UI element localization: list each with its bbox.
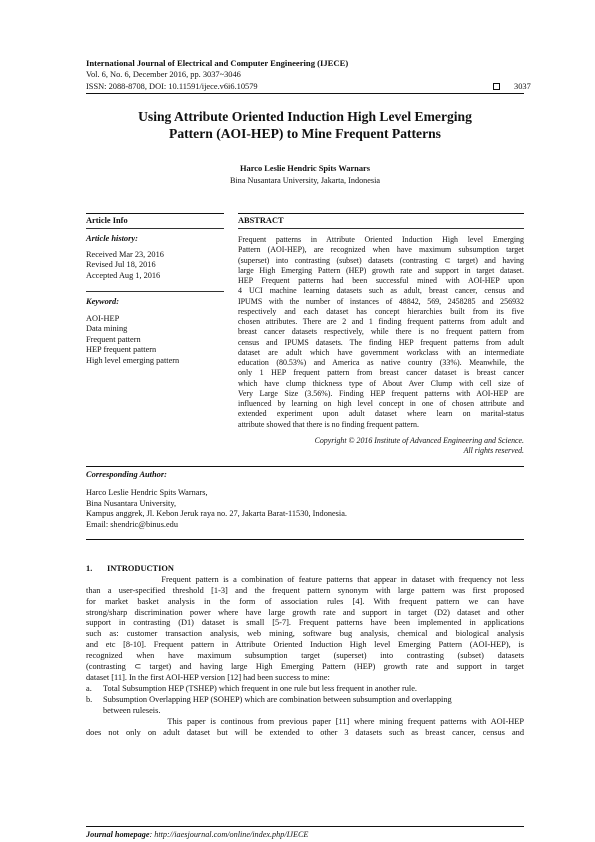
list-item-b [86,695,452,706]
abstract-line: Frequent patterns in Attribute Oriented Induction High level Emerging [238,235,524,244]
list-item-a [86,684,417,695]
copyright-notice [238,436,524,457]
abstract-heading: ABSTRACT [238,216,284,225]
abstract-line: Very Large Size (3.56%). Finding HEP frequent patterns with AOI-HEP are [238,388,524,398]
journal-name: International Journal of Electrical and Computer Engineering (IJECE) [86,58,349,68]
abstract-sub-rule [238,228,524,229]
author-affiliation: Bina Nusantara University, Jakarta, Indonesia [230,176,380,185]
abstract-line: which have clump thickness type of About Aver Clump with cell size of [238,378,524,388]
corresponding-details [86,488,347,530]
journal-homepage [86,830,308,839]
list-item-b-continued: between ruleseis. [103,706,161,715]
history-item: Revised Jul 18, 2016 [86,260,156,270]
list-text: Total Subsumption HEP (TSHEP) which frequent in one rule but less frequent in another rule. [103,684,418,693]
corresponding-heading: Corresponding Author: [86,470,167,479]
abstract-line: (superset) into contrasting (subset) datasets (contrasting ⊂ target) and having [238,255,524,265]
abstract-line: breast cancer datasets respectively, while there is no frequent pattern from [238,327,524,337]
homepage-url[interactable]: http://iaesjournal.com/online/index.php/IJECE [154,830,309,839]
abstract-line: respectively and each dataset has concept hierarchies built from its five [238,306,524,316]
history-divider [86,291,224,292]
body-line: than a user-specified threshold [1-3] and the frequent pattern synonym with large pattern was first proposed [86,585,524,595]
abstract-line: census and IPUMS datasets. The finding HEP frequent patterns from adult [238,337,524,347]
page-number: 3037 [514,82,531,91]
abstract-line: chosen attributes. There are 2 and 1 finding frequent patterns from adult and [238,317,524,326]
article-history-heading: Article history: [86,234,138,243]
issn-line: ISSN: 2088-8708, DOI: 10.11591/ijece.v6i6.10579 [86,82,258,91]
header-rule [86,93,524,94]
body-line: and etc [8-10]. Frequent pattern in Attribute Oriented Induction High level Emerging Pattern (AOI-HEP), is [86,640,524,650]
paper-title [86,108,524,142]
body-line: such as: customer transaction analysis, web mining, software bug analysis, chemical and biological analysis [86,629,524,639]
abstract-line: extended experiment upon adult dataset where learn on marital-status [238,409,524,419]
article-info-top-rule [86,213,224,214]
title-line: Using Attribute Oriented Induction High Level Emerging [138,109,472,124]
abstract-body [238,235,524,430]
body-line: This paper is continous from previous paper [11] where mining frequent patterns with AOI-HEP [86,717,524,726]
title-line: Pattern (AOI-HEP) to Mine Frequent Patterns [169,126,441,141]
keyword-item: HEP frequent pattern [86,345,157,355]
article-info-heading: Article Info [86,216,128,225]
homepage-label: Journal homepage [86,830,150,839]
history-item: Accepted Aug 1, 2016 [86,270,161,280]
author-name: Harco Leslie Hendric Spits Warnars [240,164,370,173]
body-line: strong/sharp discrimination power where have large growth rate and support in target (D2) dataset and other [86,607,524,617]
body-line: support in contrasting (D1) dataset is small [5-7]. Frequent patterns have been implemented in applications [86,618,524,628]
keyword-item: High level emerging pattern [86,355,180,365]
volume-line: Vol. 6, No. 6, December 2016, pp. 3037~3046 [86,70,241,79]
abstract-line: dataset are adult which have government workclass with an intermediate [238,347,524,357]
abstract-top-rule [238,213,524,214]
body-line: (contrasting ⊂ target) and having large High Emerging Pattern (HEP) growth rate and support in target [86,661,524,671]
body-line: dataset [11]. In the first AOI-HEP version [12] had been success to mine: [86,672,330,682]
corresponding-line: Harco Leslie Hendric Spits Warnars, [86,488,208,497]
abstract-line: education (80.53%) and America as native country (33%). Meanwhile, the [238,358,524,367]
abstract-line: 4 UCI machine learning datasets such as adult, breast cancer, census and [238,286,524,296]
body-line: does not only on adult dataset but will be extended to other 3 datasets such as breast cancer, census and [86,727,524,737]
abstract-line: attribute showed that there is no finding frequent pattern. [238,419,419,429]
abstract-line: only 1 HEP frequent pattern from breast cancer dataset is breast cancer [238,368,524,378]
abstract-line: large High Emerging Pattern (HEP) growth rate and support in target dataset. [238,265,524,275]
history-item: Received Mar 23, 2016 [86,250,164,259]
abstract-line: Pattern (AOI-HEP), are recognized when have maximum subsumption target [238,245,524,255]
list-marker: b. [86,695,93,704]
keyword-item: Data mining [86,324,128,334]
corresponding-email: Email: shendric@binus.edu [86,519,178,529]
keyword-list [86,314,224,366]
corresponding-top-rule [86,466,524,467]
keyword-item: AOI-HEP [86,314,120,323]
rights-line: All rights reserved. [463,446,524,456]
footer-rule [86,826,524,827]
introduction-heading: 1. INTRODUCTION [86,564,174,573]
copyright-line: Copyright © 2016 Institute of Advanced Engineering and Science. [314,436,524,445]
list-text: Subsumption Overlapping HEP (SOHEP) which are combination between subsumption and overlapping [103,695,452,704]
keyword-item: Frequent pattern [86,334,141,344]
introduction-para2 [86,717,524,739]
page-number-block [493,82,531,91]
abstract-line: HEP Frequent patterns had been successful mined with AOI-HEP upon [238,276,524,285]
article-info-sub-rule [86,228,224,229]
list-marker: a. [86,684,92,693]
corresponding-line: Bina Nusantara University, [86,498,177,508]
homepage-separator: : [149,830,155,839]
body-line: recognized when have maximum subsumption target (superset) into contrasting (subset) datasets [86,650,524,660]
body-line: for market basket analysis in the form of association rules [4]. With frequent pattern we can have [86,596,524,606]
corresponding-line: Kampus anggrek, Jl. Kebon Jeruk raya no. 27, Jakarta Barat-11530, Indonesia. [86,509,347,519]
article-history-list [86,250,224,281]
corresponding-bottom-rule [86,539,524,540]
abstract-line: influenced by learning on high level concept in one of chosen attribute and [238,399,524,408]
keyword-heading: Keyword: [86,297,120,306]
abstract-line: IPUMS with the number of instances of 48842, 569, 2458285 and 256932 [238,296,524,306]
square-bullet-icon [493,83,500,90]
introduction-para1 [86,575,524,683]
body-line: Frequent pattern is a combination of feature patterns that appear in dataset with frequency not less [86,575,524,584]
